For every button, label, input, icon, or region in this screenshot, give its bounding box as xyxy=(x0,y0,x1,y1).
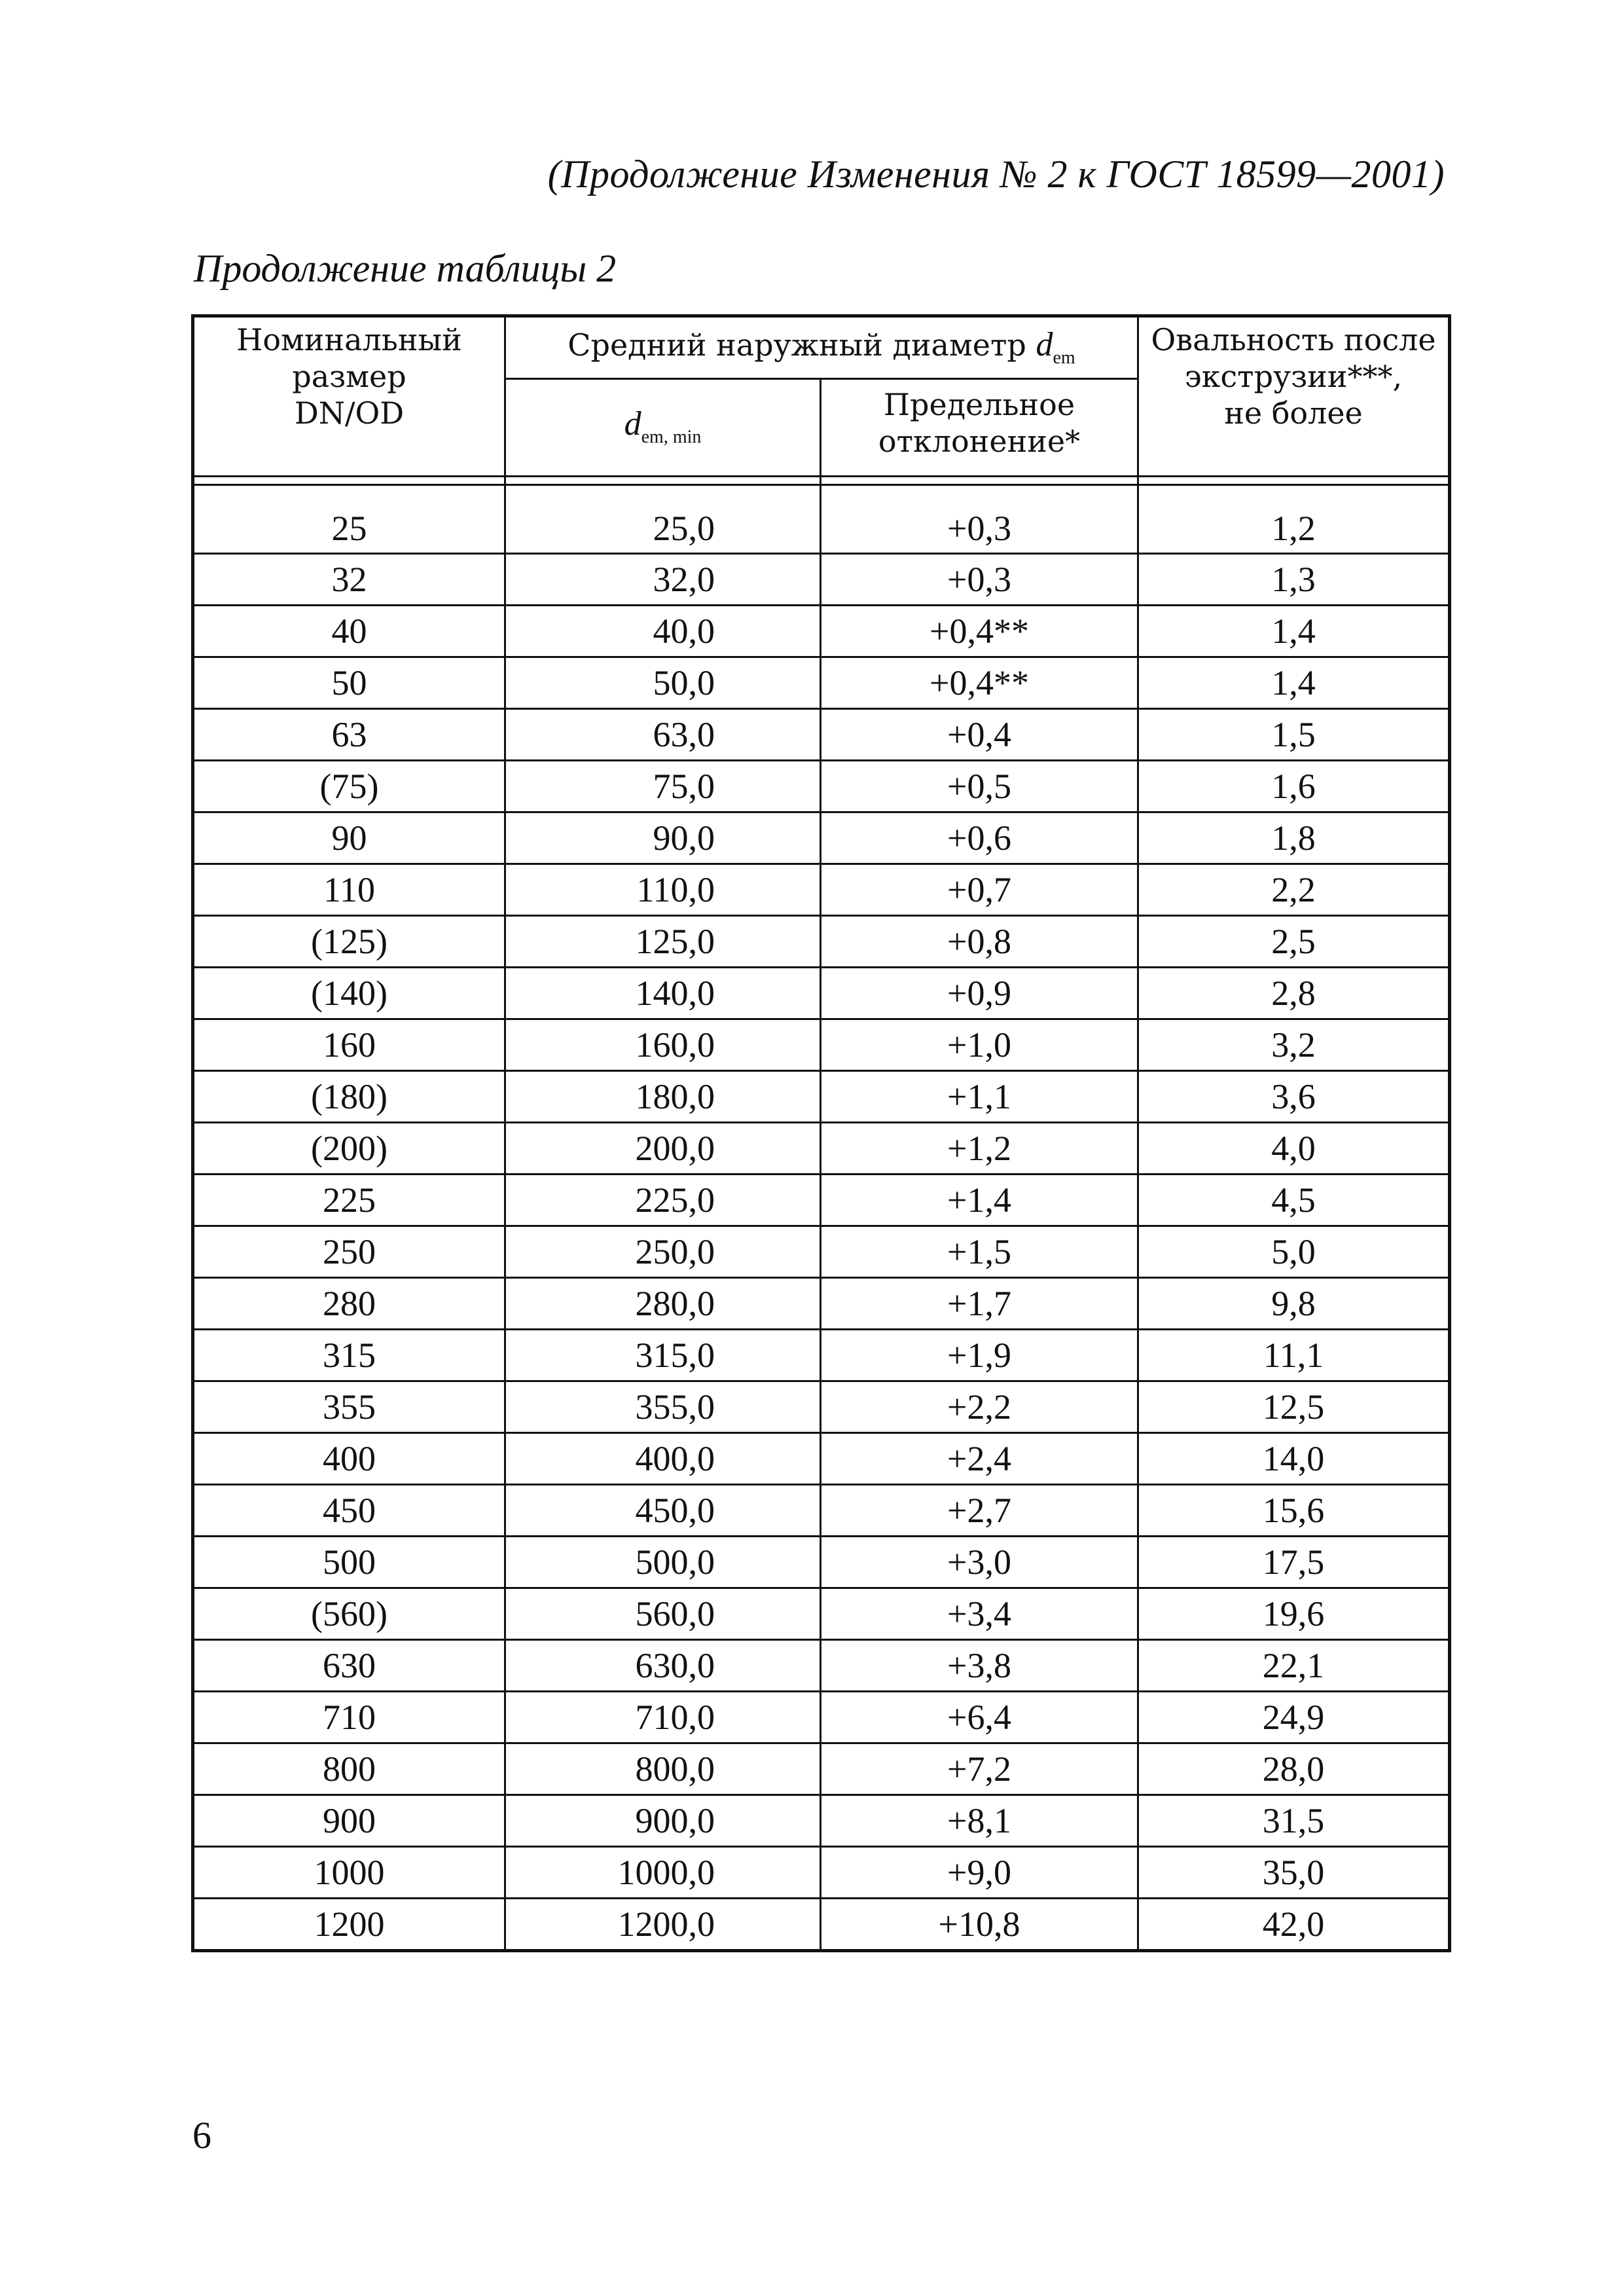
cell-dmin: 160,0 xyxy=(505,1019,821,1071)
cell-dmin: 180,0 xyxy=(505,1071,821,1123)
cell-deviation: +0,4** xyxy=(821,606,1138,657)
table-row xyxy=(193,1899,1450,1951)
table-row xyxy=(193,1588,1450,1640)
cell-nominal-size: 315 xyxy=(193,1330,505,1381)
cell-ovality: 19,6 xyxy=(1138,1588,1450,1640)
cell-dmin: 25,0 xyxy=(505,485,821,554)
table-row xyxy=(193,1123,1450,1175)
cell-dmin: 63,0 xyxy=(505,709,821,761)
cell-deviation: +7,2 xyxy=(821,1743,1138,1795)
table-body xyxy=(193,485,1450,1951)
table-row xyxy=(193,606,1450,657)
table-row xyxy=(193,1537,1450,1588)
table-row xyxy=(193,1278,1450,1330)
cell-ovality: 14,0 xyxy=(1138,1433,1450,1485)
cell-dmin: 355,0 xyxy=(505,1381,821,1433)
cell-ovality: 35,0 xyxy=(1138,1847,1450,1899)
cell-nominal-size: 280 xyxy=(193,1278,505,1330)
cell-nominal-size: 1000 xyxy=(193,1847,505,1899)
cell-nominal-size: (140) xyxy=(193,968,505,1019)
cell-deviation: +0,6 xyxy=(821,812,1138,864)
cell-deviation: +0,4** xyxy=(821,657,1138,709)
cell-ovality: 17,5 xyxy=(1138,1537,1450,1588)
cell-nominal-size: 160 xyxy=(193,1019,505,1071)
cell-ovality: 2,5 xyxy=(1138,916,1450,968)
cell-dmin: 315,0 xyxy=(505,1330,821,1381)
cell-ovality: 22,1 xyxy=(1138,1640,1450,1692)
table-caption: Продолжение таблицы 2 xyxy=(194,247,617,290)
cell-nominal-size: 90 xyxy=(193,812,505,864)
table-row xyxy=(193,916,1450,968)
cell-nominal-size: 250 xyxy=(193,1226,505,1278)
table-row xyxy=(193,657,1450,709)
cell-ovality: 28,0 xyxy=(1138,1743,1450,1795)
cell-dmin: 200,0 xyxy=(505,1123,821,1175)
table-row xyxy=(193,1743,1450,1795)
cell-nominal-size: 355 xyxy=(193,1381,505,1433)
cell-ovality: 12,5 xyxy=(1138,1381,1450,1433)
cell-nominal-size: 40 xyxy=(193,606,505,657)
cell-deviation: +1,7 xyxy=(821,1278,1138,1330)
cell-nominal-size: 110 xyxy=(193,864,505,916)
cell-dmin: 450,0 xyxy=(505,1485,821,1537)
header-deviation-line-2: отклонение* xyxy=(878,424,1081,459)
table-row xyxy=(193,1175,1450,1226)
header-mean-diameter-subscript: em xyxy=(1053,348,1075,368)
cell-deviation: +2,2 xyxy=(821,1381,1138,1433)
cell-ovality: 15,6 xyxy=(1138,1485,1450,1537)
cell-dmin: 1000,0 xyxy=(505,1847,821,1899)
cell-dmin: 125,0 xyxy=(505,916,821,968)
table-row xyxy=(193,1795,1450,1847)
table-row xyxy=(193,761,1450,812)
page-number: 6 xyxy=(192,2114,211,2157)
cell-ovality: 2,8 xyxy=(1138,968,1450,1019)
cell-deviation: +3,8 xyxy=(821,1640,1138,1692)
cell-ovality: 3,6 xyxy=(1138,1071,1450,1123)
cell-dmin: 1200,0 xyxy=(505,1899,821,1951)
cell-deviation: +0,8 xyxy=(821,916,1138,968)
cell-deviation: +0,4 xyxy=(821,709,1138,761)
header-ovality-line-3: не более xyxy=(1224,395,1363,431)
cell-ovality: 4,0 xyxy=(1138,1123,1450,1175)
cell-deviation: +1,5 xyxy=(821,1226,1138,1278)
cell-ovality: 24,9 xyxy=(1138,1692,1450,1743)
cell-deviation: +2,4 xyxy=(821,1433,1138,1485)
cell-ovality: 1,4 xyxy=(1138,606,1450,657)
cell-ovality: 3,2 xyxy=(1138,1019,1450,1071)
cell-nominal-size: 400 xyxy=(193,1433,505,1485)
table-row xyxy=(193,1640,1450,1692)
header-dmin-subscript: em, min xyxy=(641,427,702,447)
table-row xyxy=(193,1692,1450,1743)
cell-deviation: +3,0 xyxy=(821,1537,1138,1588)
header-ovality xyxy=(1138,316,1450,477)
cell-deviation: +1,0 xyxy=(821,1019,1138,1071)
cell-dmin: 90,0 xyxy=(505,812,821,864)
header-dmin xyxy=(505,379,821,477)
header-dmin-symbol: d xyxy=(624,405,641,443)
cell-ovality: 1,8 xyxy=(1138,812,1450,864)
cell-ovality: 31,5 xyxy=(1138,1795,1450,1847)
table-row xyxy=(193,554,1450,606)
cell-deviation: +1,1 xyxy=(821,1071,1138,1123)
header-ovality-line-1: Овальность после xyxy=(1151,322,1436,357)
cell-nominal-size: 900 xyxy=(193,1795,505,1847)
table-row xyxy=(193,1847,1450,1899)
table-row xyxy=(193,485,1450,554)
cell-dmin: 400,0 xyxy=(505,1433,821,1485)
cell-deviation: +8,1 xyxy=(821,1795,1138,1847)
header-mean-diameter-symbol: d xyxy=(1036,326,1053,363)
cell-ovality: 1,4 xyxy=(1138,657,1450,709)
cell-nominal-size: 25 xyxy=(193,485,505,554)
cell-dmin: 900,0 xyxy=(505,1795,821,1847)
cell-nominal-size: (560) xyxy=(193,1588,505,1640)
table-row xyxy=(193,1381,1450,1433)
cell-deviation: +1,2 xyxy=(821,1123,1138,1175)
header-divider-row xyxy=(193,477,1450,485)
cell-ovality: 1,3 xyxy=(1138,554,1450,606)
cell-ovality: 4,5 xyxy=(1138,1175,1450,1226)
header-mean-diameter-label: Средний наружный диаметр xyxy=(568,327,1026,363)
cell-ovality: 1,5 xyxy=(1138,709,1450,761)
running-head: (Продолжение Изменения № 2 к ГОСТ 18599—2001) xyxy=(547,153,1445,196)
cell-dmin: 225,0 xyxy=(505,1175,821,1226)
header-nominal-size-line-1: Номинальный xyxy=(236,322,462,357)
cell-deviation: +0,7 xyxy=(821,864,1138,916)
cell-deviation: +6,4 xyxy=(821,1692,1138,1743)
table-row xyxy=(193,1019,1450,1071)
cell-deviation: +2,7 xyxy=(821,1485,1138,1537)
cell-nominal-size: 225 xyxy=(193,1175,505,1226)
cell-ovality: 11,1 xyxy=(1138,1330,1450,1381)
cell-deviation: +10,8 xyxy=(821,1899,1138,1951)
cell-nominal-size: 710 xyxy=(193,1692,505,1743)
table-row xyxy=(193,864,1450,916)
cell-ovality: 1,2 xyxy=(1138,485,1450,554)
table-row xyxy=(193,968,1450,1019)
cell-nominal-size: 630 xyxy=(193,1640,505,1692)
table-row xyxy=(193,1485,1450,1537)
cell-deviation: +0,9 xyxy=(821,968,1138,1019)
cell-dmin: 710,0 xyxy=(505,1692,821,1743)
cell-deviation: +9,0 xyxy=(821,1847,1138,1899)
cell-nominal-size: (75) xyxy=(193,761,505,812)
cell-nominal-size: 450 xyxy=(193,1485,505,1537)
cell-dmin: 800,0 xyxy=(505,1743,821,1795)
header-ovality-line-2: экструзии***, xyxy=(1184,359,1403,394)
cell-dmin: 250,0 xyxy=(505,1226,821,1278)
cell-dmin: 40,0 xyxy=(505,606,821,657)
cell-ovality: 5,0 xyxy=(1138,1226,1450,1278)
cell-nominal-size: 1200 xyxy=(193,1899,505,1951)
header-mean-diameter xyxy=(505,316,1138,379)
cell-deviation: +3,4 xyxy=(821,1588,1138,1640)
header-deviation xyxy=(821,379,1138,477)
table-row xyxy=(193,1226,1450,1278)
cell-dmin: 500,0 xyxy=(505,1537,821,1588)
cell-ovality: 42,0 xyxy=(1138,1899,1450,1951)
cell-nominal-size: 63 xyxy=(193,709,505,761)
table-row xyxy=(193,1433,1450,1485)
cell-deviation: +1,4 xyxy=(821,1175,1138,1226)
cell-nominal-size: (125) xyxy=(193,916,505,968)
cell-dmin: 280,0 xyxy=(505,1278,821,1330)
cell-deviation: +1,9 xyxy=(821,1330,1138,1381)
cell-nominal-size: 50 xyxy=(193,657,505,709)
header-deviation-line-1: Предельное xyxy=(883,387,1075,422)
cell-dmin: 560,0 xyxy=(505,1588,821,1640)
cell-deviation: +0,3 xyxy=(821,554,1138,606)
table-row xyxy=(193,1071,1450,1123)
cell-nominal-size: 500 xyxy=(193,1537,505,1588)
diameter-table xyxy=(191,314,1451,1952)
cell-ovality: 9,8 xyxy=(1138,1278,1450,1330)
cell-deviation: +0,5 xyxy=(821,761,1138,812)
cell-dmin: 140,0 xyxy=(505,968,821,1019)
table-row xyxy=(193,1330,1450,1381)
header-nominal-size xyxy=(193,316,505,477)
header-nominal-size-line-3: DN/OD xyxy=(294,395,405,431)
cell-dmin: 75,0 xyxy=(505,761,821,812)
table-row xyxy=(193,709,1450,761)
header-nominal-size-line-2: размер xyxy=(292,359,406,394)
cell-nominal-size: 32 xyxy=(193,554,505,606)
cell-deviation: +0,3 xyxy=(821,485,1138,554)
cell-nominal-size: (180) xyxy=(193,1071,505,1123)
cell-nominal-size: (200) xyxy=(193,1123,505,1175)
cell-nominal-size: 800 xyxy=(193,1743,505,1795)
cell-dmin: 50,0 xyxy=(505,657,821,709)
table-row xyxy=(193,812,1450,864)
cell-ovality: 1,6 xyxy=(1138,761,1450,812)
cell-dmin: 32,0 xyxy=(505,554,821,606)
cell-dmin: 110,0 xyxy=(505,864,821,916)
cell-ovality: 2,2 xyxy=(1138,864,1450,916)
cell-dmin: 630,0 xyxy=(505,1640,821,1692)
